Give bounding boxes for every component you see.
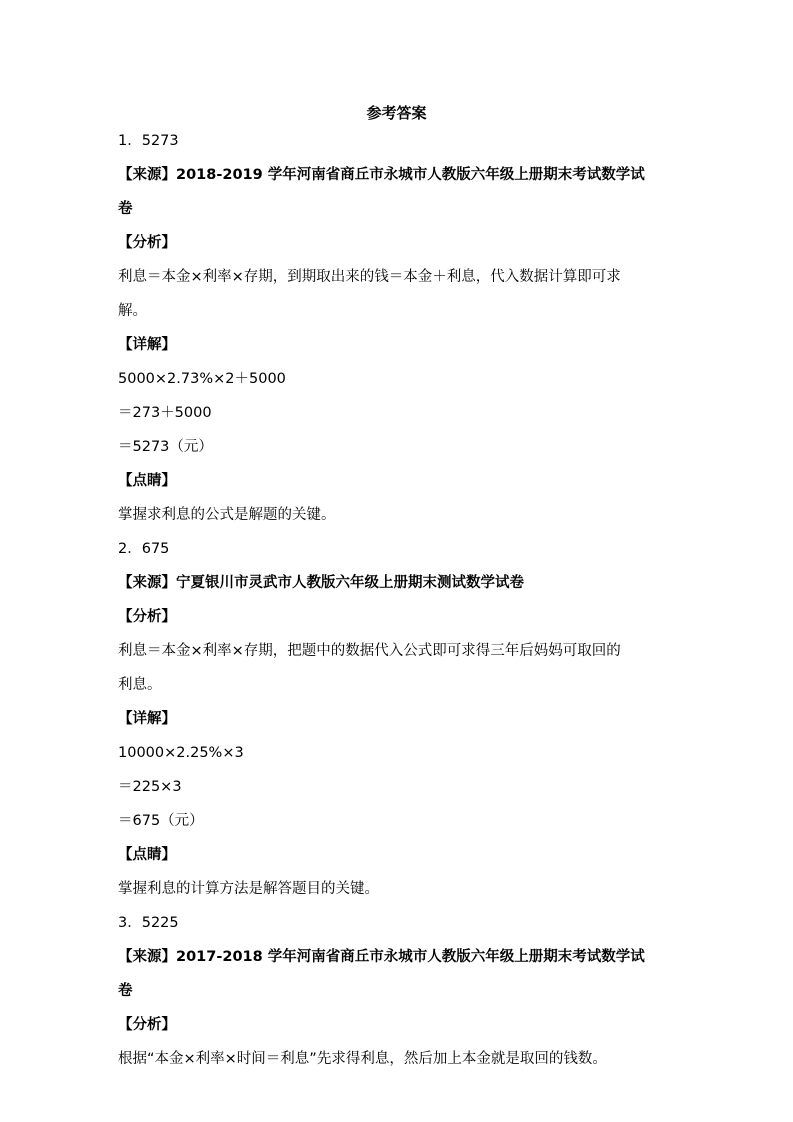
section-heading-line: 【分析】 [118,235,176,251]
answer-text-line: ＝5273（元） [118,439,213,455]
page-title: 参考答案 [366,104,427,122]
section-heading-line: 【分析】 [118,609,176,625]
answer-text-line: 利息＝本金×利率×存期，把题中的数据代入公式即可求得三年后妈妈可取回的 [118,643,621,659]
answer-text-line: 5000×2.73%×2＋5000 [118,371,286,387]
section-heading-line: 【分析】 [118,1017,176,1033]
section-heading-line: 【来源】2018-2019 学年河南省商丘市永城市人教版六年级上册期末考试数学试 [118,167,645,183]
answer-text-line: ＝675（元） [118,813,204,829]
answer-text-line: ＝225×3 [118,779,182,795]
answer-text-line: 解。 [118,303,147,319]
answer-text-line: ＝273＋5000 [118,405,212,421]
answer-text-line: 掌握利息的计算方法是解答题目的关键。 [118,881,379,897]
answer-text-line: 利息。 [118,677,162,693]
answer-text-line: 根据“本金×利率×时间＝利息”先求得利息，然后加上本金就是取回的钱数。 [118,1051,607,1067]
section-heading-line: 【详解】 [118,711,176,727]
section-heading-line: 【来源】2017-2018 学年河南省商丘市永城市人教版六年级上册期末考试数学试 [118,949,645,965]
answer-text-line: 10000×2.25%×3 [118,745,244,761]
answer-text-line: 1．5273 [118,133,179,149]
answer-content [118,131,683,1083]
answer-text-line: 2．675 [118,541,170,557]
answer-text-line: 掌握求利息的公式是解题的关键。 [118,507,336,523]
section-heading-line: 【点睛】 [118,473,176,489]
section-heading-line: 卷 [118,983,133,999]
answer-text-line: 利息＝本金×利率×存期，到期取出来的钱＝本金＋利息，代入数据计算即可求 [118,269,621,285]
section-heading-line: 【点睛】 [118,847,176,863]
section-heading-line: 【来源】宁夏银川市灵武市人教版六年级上册期末测试数学试卷 [118,575,524,591]
section-heading-line: 卷 [118,201,133,217]
section-heading-line: 【详解】 [118,337,176,353]
answer-text-line: 3．5225 [118,915,179,931]
